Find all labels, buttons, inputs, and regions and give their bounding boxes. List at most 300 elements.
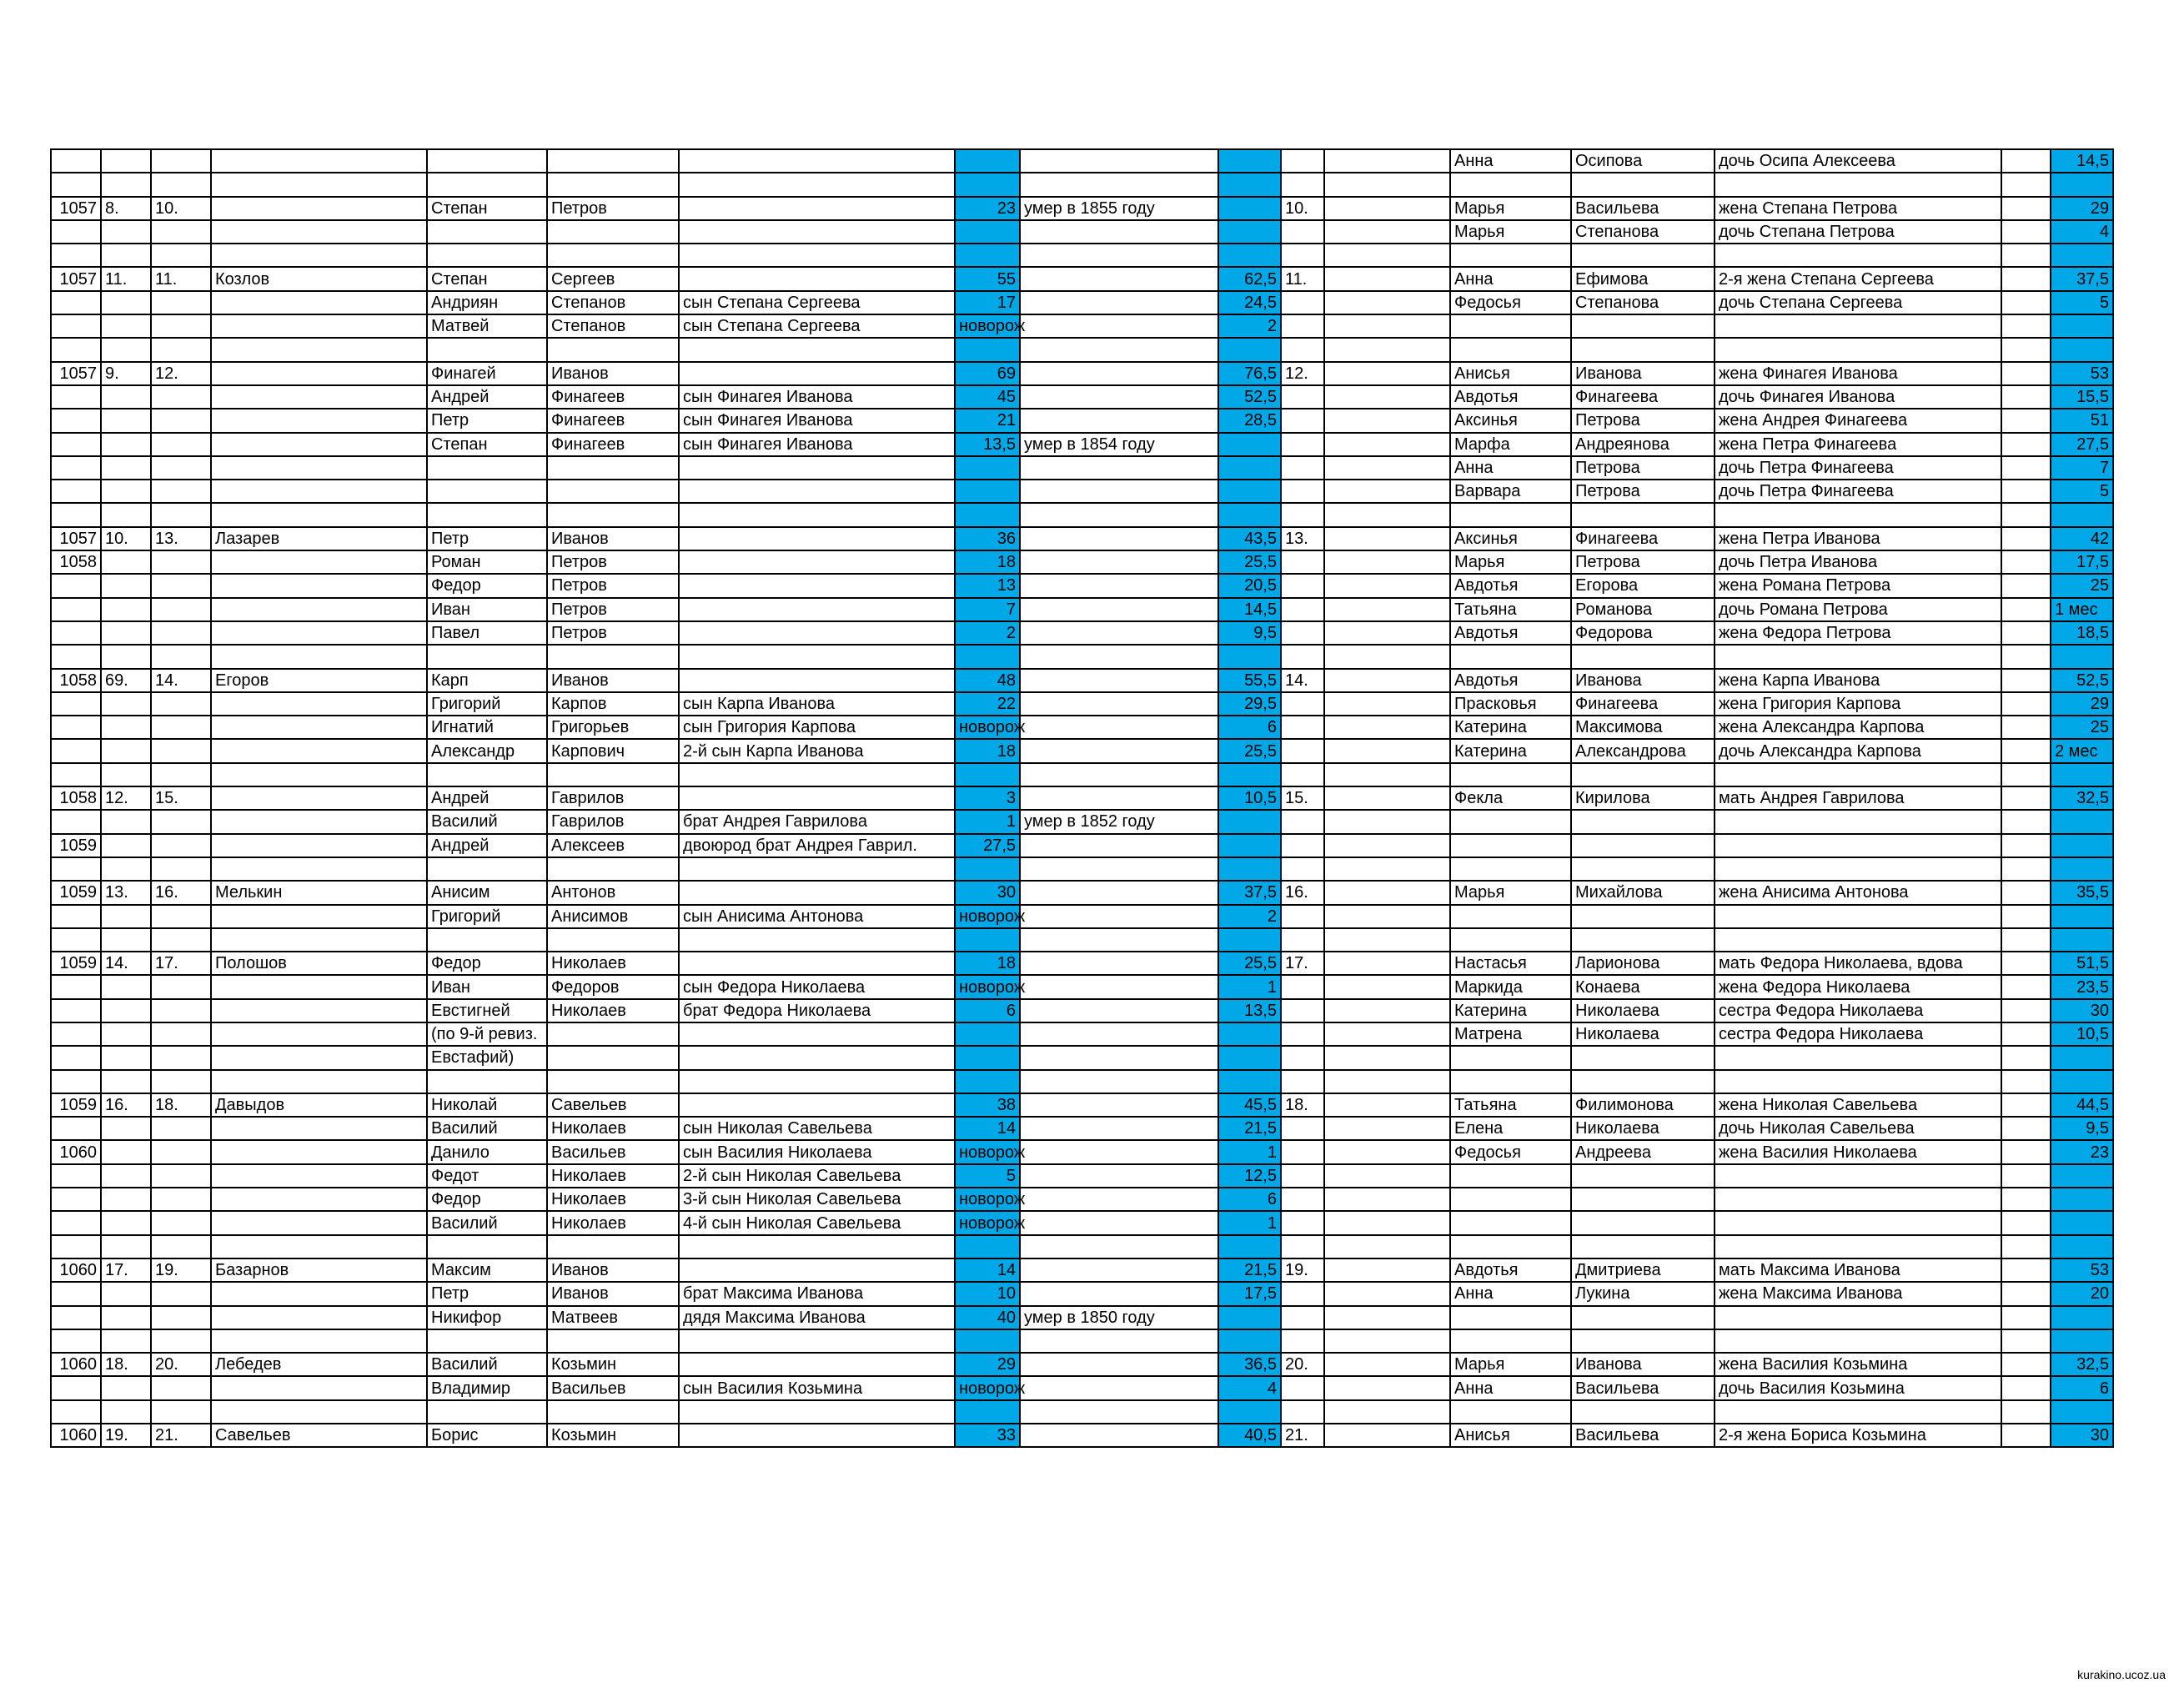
cell-age-1858 xyxy=(1218,834,1281,857)
cell-female-first-name: Марья xyxy=(1450,1353,1571,1376)
cell-age-1850: 69 xyxy=(955,362,1020,385)
cell-age-1850 xyxy=(955,244,1020,267)
table-row xyxy=(51,1188,2113,1211)
cell-spacer xyxy=(1324,433,1450,456)
cell-female-spacer xyxy=(2001,952,2051,975)
cell-relation: 2-й сын Карпа Иванова xyxy=(679,739,955,762)
cell-female-relation: жена Карпа Иванова xyxy=(1715,669,2001,692)
cell-spacer xyxy=(1324,810,1450,833)
cell-surname xyxy=(211,905,427,928)
cell-relation: сын Финагея Иванова xyxy=(679,409,955,432)
cell-spacer xyxy=(1324,362,1450,385)
cell-household-no xyxy=(151,692,211,716)
cell-female-patronymic: Федорова xyxy=(1571,621,1715,645)
cell-spacer xyxy=(1324,1258,1450,1282)
cell-female-spacer xyxy=(2001,244,2051,267)
cell-relation xyxy=(679,669,955,692)
cell-note xyxy=(1020,669,1218,692)
cell-relation xyxy=(679,1353,955,1376)
cell-female-spacer xyxy=(2001,338,2051,361)
cell-age-1850 xyxy=(955,1022,1020,1046)
cell-age-1858 xyxy=(1218,480,1281,503)
table-row xyxy=(51,621,2113,645)
cell-female-spacer xyxy=(2001,645,2051,668)
cell-age-1858: 36,5 xyxy=(1218,1353,1281,1376)
cell-female-first-name xyxy=(1450,1211,1571,1234)
cell-surname xyxy=(211,1400,427,1424)
cell-first-name xyxy=(427,1070,547,1093)
cell-household-no: 10. xyxy=(151,197,211,220)
cell-household-no: 14. xyxy=(151,669,211,692)
table-row xyxy=(51,1376,2113,1399)
cell-note xyxy=(1020,786,1218,810)
cell-female-age xyxy=(2051,857,2113,881)
cell-age-1850: 48 xyxy=(955,669,1020,692)
cell-list-no xyxy=(101,385,151,409)
cell-patronymic: Николаев xyxy=(547,1188,679,1211)
cell-female-spacer xyxy=(2001,716,2051,739)
cell-female-first-name xyxy=(1450,1164,1571,1188)
cell-age-1858: 10,5 xyxy=(1218,786,1281,810)
cell-patronymic: Иванов xyxy=(547,362,679,385)
cell-first-name: Данило xyxy=(427,1140,547,1163)
cell-female-household-no xyxy=(1281,1211,1324,1234)
cell-age-1850: новорож xyxy=(955,905,1020,928)
cell-female-household-no xyxy=(1281,810,1324,833)
cell-female-first-name xyxy=(1450,1188,1571,1211)
cell-spacer xyxy=(1324,598,1450,621)
cell-female-patronymic xyxy=(1571,338,1715,361)
cell-patronymic: Козьмин xyxy=(547,1424,679,1447)
cell-list-no xyxy=(101,928,151,952)
table-row xyxy=(51,1164,2113,1188)
cell-household-no xyxy=(151,1140,211,1163)
cell-female-household-no xyxy=(1281,550,1324,574)
cell-female-age: 7 xyxy=(2051,456,2113,480)
cell-relation: брат Андрея Гаврилова xyxy=(679,810,955,833)
cell-household-no xyxy=(151,598,211,621)
cell-age-1850 xyxy=(955,480,1020,503)
cell-relation xyxy=(679,763,955,786)
cell-list-no xyxy=(101,1164,151,1188)
cell-female-relation: жена Николая Савельева xyxy=(1715,1093,2001,1117)
cell-spacer xyxy=(1324,739,1450,762)
cell-age-1850: 30 xyxy=(955,881,1020,904)
cell-spacer xyxy=(1324,314,1450,338)
cell-female-patronymic: Андреянова xyxy=(1571,433,1715,456)
table-row xyxy=(51,220,2113,244)
cell-female-relation: жена Романа Петрова xyxy=(1715,574,2001,597)
cell-surname xyxy=(211,1211,427,1234)
cell-spacer xyxy=(1324,1117,1450,1140)
cell-list-no xyxy=(101,291,151,314)
cell-female-age: 5 xyxy=(2051,480,2113,503)
cell-first-name: Степан xyxy=(427,197,547,220)
cell-page-ref: 1058 xyxy=(51,786,101,810)
cell-page-ref xyxy=(51,975,101,998)
cell-female-age xyxy=(2051,763,2113,786)
cell-female-age xyxy=(2051,1188,2113,1211)
cell-note xyxy=(1020,338,1218,361)
cell-female-relation: дочь Романа Петрова xyxy=(1715,598,2001,621)
cell-female-relation: жена Анисима Антонова xyxy=(1715,881,2001,904)
cell-relation xyxy=(679,857,955,881)
cell-age-1858 xyxy=(1218,1046,1281,1069)
cell-note xyxy=(1020,267,1218,290)
cell-age-1858: 76,5 xyxy=(1218,362,1281,385)
cell-age-1858: 25,5 xyxy=(1218,952,1281,975)
cell-first-name: Василий xyxy=(427,810,547,833)
cell-spacer xyxy=(1324,220,1450,244)
cell-age-1850: 2 xyxy=(955,621,1020,645)
cell-household-no xyxy=(151,1306,211,1329)
cell-female-patronymic: Петрова xyxy=(1571,480,1715,503)
cell-female-relation xyxy=(1715,1235,2001,1258)
cell-female-spacer xyxy=(2001,433,2051,456)
cell-age-1850: 3 xyxy=(955,786,1020,810)
cell-first-name: Евстафий) xyxy=(427,1046,547,1069)
cell-female-household-no xyxy=(1281,456,1324,480)
cell-female-household-no xyxy=(1281,1306,1324,1329)
cell-female-patronymic: Петрова xyxy=(1571,409,1715,432)
cell-female-patronymic: Филимонова xyxy=(1571,1093,1715,1117)
cell-relation xyxy=(679,928,955,952)
cell-note xyxy=(1020,952,1218,975)
cell-page-ref xyxy=(51,1400,101,1424)
cell-note xyxy=(1020,362,1218,385)
table-row xyxy=(51,149,2113,173)
cell-female-spacer xyxy=(2001,1164,2051,1188)
cell-spacer xyxy=(1324,1211,1450,1234)
cell-note xyxy=(1020,598,1218,621)
cell-female-relation xyxy=(1715,1306,2001,1329)
table-row xyxy=(51,739,2113,762)
cell-female-patronymic: Степанова xyxy=(1571,220,1715,244)
cell-female-spacer xyxy=(2001,881,2051,904)
cell-household-no xyxy=(151,574,211,597)
cell-age-1858: 9,5 xyxy=(1218,621,1281,645)
cell-patronymic xyxy=(547,503,679,526)
cell-female-household-no xyxy=(1281,1070,1324,1093)
cell-relation: дядя Максима Иванова xyxy=(679,1306,955,1329)
table-row xyxy=(51,1282,2113,1305)
table-row xyxy=(51,314,2113,338)
cell-relation xyxy=(679,1329,955,1353)
cell-age-1858 xyxy=(1218,456,1281,480)
table-row xyxy=(51,669,2113,692)
table-row xyxy=(51,197,2113,220)
cell-list-no xyxy=(101,834,151,857)
cell-age-1850: 33 xyxy=(955,1424,1020,1447)
cell-page-ref: 1060 xyxy=(51,1424,101,1447)
cell-female-first-name: Анна xyxy=(1450,1282,1571,1305)
cell-surname: Мелькин xyxy=(211,881,427,904)
cell-patronymic: Иванов xyxy=(547,1258,679,1282)
cell-page-ref xyxy=(51,503,101,526)
cell-female-age xyxy=(2051,905,2113,928)
cell-relation xyxy=(679,527,955,550)
cell-first-name: Григорий xyxy=(427,692,547,716)
table-row xyxy=(51,550,2113,574)
cell-patronymic: Васильев xyxy=(547,1140,679,1163)
cell-female-spacer xyxy=(2001,810,2051,833)
cell-female-household-no xyxy=(1281,834,1324,857)
cell-surname: Савельев xyxy=(211,1424,427,1447)
table-row xyxy=(51,1070,2113,1093)
cell-surname xyxy=(211,456,427,480)
cell-female-patronymic: Николаева xyxy=(1571,1117,1715,1140)
cell-surname xyxy=(211,1235,427,1258)
table-row xyxy=(51,385,2113,409)
cell-relation xyxy=(679,362,955,385)
cell-page-ref xyxy=(51,433,101,456)
cell-household-no xyxy=(151,503,211,526)
cell-surname: Давыдов xyxy=(211,1093,427,1117)
cell-female-household-no xyxy=(1281,574,1324,597)
cell-age-1850: новорож xyxy=(955,1376,1020,1399)
cell-note xyxy=(1020,1376,1218,1399)
cell-female-spacer xyxy=(2001,362,2051,385)
cell-female-spacer xyxy=(2001,1188,2051,1211)
cell-household-no xyxy=(151,739,211,762)
cell-patronymic: Григорьев xyxy=(547,716,679,739)
cell-spacer xyxy=(1324,999,1450,1022)
cell-surname xyxy=(211,1282,427,1305)
cell-household-no xyxy=(151,928,211,952)
cell-list-no xyxy=(101,338,151,361)
cell-age-1858 xyxy=(1218,173,1281,196)
cell-age-1850: 27,5 xyxy=(955,834,1020,857)
cell-note xyxy=(1020,503,1218,526)
cell-age-1850: новорож xyxy=(955,314,1020,338)
cell-female-patronymic: Андреева xyxy=(1571,1140,1715,1163)
cell-list-no xyxy=(101,1188,151,1211)
cell-household-no xyxy=(151,716,211,739)
cell-female-relation xyxy=(1715,1188,2001,1211)
cell-relation xyxy=(679,338,955,361)
cell-female-household-no xyxy=(1281,905,1324,928)
cell-female-patronymic xyxy=(1571,503,1715,526)
cell-female-relation: дочь Осипа Алексеева xyxy=(1715,149,2001,173)
cell-age-1858: 55,5 xyxy=(1218,669,1281,692)
cell-female-household-no: 13. xyxy=(1281,527,1324,550)
cell-female-first-name: Елена xyxy=(1450,1117,1571,1140)
cell-household-no xyxy=(151,1022,211,1046)
cell-female-household-no: 17. xyxy=(1281,952,1324,975)
cell-female-household-no xyxy=(1281,975,1324,998)
cell-list-no xyxy=(101,149,151,173)
cell-surname xyxy=(211,385,427,409)
cell-female-patronymic: Иванова xyxy=(1571,362,1715,385)
cell-female-household-no xyxy=(1281,1235,1324,1258)
cell-surname xyxy=(211,786,427,810)
cell-list-no xyxy=(101,503,151,526)
cell-female-relation: жена Максима Иванова xyxy=(1715,1282,2001,1305)
cell-age-1850 xyxy=(955,1070,1020,1093)
cell-patronymic: Петров xyxy=(547,598,679,621)
cell-spacer xyxy=(1324,1282,1450,1305)
cell-relation: сын Василия Николаева xyxy=(679,1140,955,1163)
cell-female-age: 23,5 xyxy=(2051,975,2113,998)
cell-female-relation xyxy=(1715,1400,2001,1424)
cell-page-ref xyxy=(51,999,101,1022)
cell-note xyxy=(1020,1046,1218,1069)
cell-female-first-name: Авдотья xyxy=(1450,385,1571,409)
cell-note xyxy=(1020,314,1218,338)
table-row xyxy=(51,952,2113,975)
cell-household-no xyxy=(151,1235,211,1258)
cell-female-first-name xyxy=(1450,1400,1571,1424)
cell-note xyxy=(1020,881,1218,904)
cell-female-relation: жена Финагея Иванова xyxy=(1715,362,2001,385)
cell-female-household-no: 18. xyxy=(1281,1093,1324,1117)
cell-patronymic xyxy=(547,645,679,668)
cell-female-spacer xyxy=(2001,409,2051,432)
cell-relation xyxy=(679,197,955,220)
cell-patronymic xyxy=(547,149,679,173)
cell-surname xyxy=(211,1376,427,1399)
cell-spacer xyxy=(1324,291,1450,314)
cell-female-age xyxy=(2051,1046,2113,1069)
cell-female-first-name: Федосья xyxy=(1450,291,1571,314)
cell-age-1858 xyxy=(1218,244,1281,267)
cell-female-household-no xyxy=(1281,857,1324,881)
cell-patronymic: Савельев xyxy=(547,1093,679,1117)
cell-surname xyxy=(211,975,427,998)
cell-patronymic xyxy=(547,857,679,881)
cell-note xyxy=(1020,763,1218,786)
cell-female-relation xyxy=(1715,1046,2001,1069)
cell-first-name xyxy=(427,338,547,361)
cell-female-patronymic: Ефимова xyxy=(1571,267,1715,290)
cell-list-no xyxy=(101,810,151,833)
cell-female-first-name: Катерина xyxy=(1450,999,1571,1022)
cell-female-patronymic: Михайлова xyxy=(1571,881,1715,904)
cell-female-household-no xyxy=(1281,645,1324,668)
cell-female-relation: дочь Александра Карпова xyxy=(1715,739,2001,762)
cell-age-1850 xyxy=(955,1400,1020,1424)
cell-female-age xyxy=(2051,1070,2113,1093)
cell-relation xyxy=(679,786,955,810)
cell-female-household-no xyxy=(1281,338,1324,361)
cell-age-1850: 22 xyxy=(955,692,1020,716)
cell-age-1858: 40,5 xyxy=(1218,1424,1281,1447)
cell-page-ref xyxy=(51,1282,101,1305)
cell-spacer xyxy=(1324,267,1450,290)
table-row xyxy=(51,881,2113,904)
cell-list-no: 8. xyxy=(101,197,151,220)
cell-age-1850: новорож xyxy=(955,975,1020,998)
cell-age-1850: 55 xyxy=(955,267,1020,290)
cell-patronymic: Петров xyxy=(547,574,679,597)
cell-household-no xyxy=(151,763,211,786)
cell-female-patronymic xyxy=(1571,1235,1715,1258)
cell-female-spacer xyxy=(2001,1258,2051,1282)
cell-female-age: 42 xyxy=(2051,527,2113,550)
cell-household-no xyxy=(151,975,211,998)
cell-patronymic: Петров xyxy=(547,550,679,574)
cell-list-no xyxy=(101,1306,151,1329)
cell-surname xyxy=(211,1022,427,1046)
cell-relation xyxy=(679,550,955,574)
cell-page-ref xyxy=(51,173,101,196)
cell-note xyxy=(1020,621,1218,645)
cell-female-household-no: 12. xyxy=(1281,362,1324,385)
table-row xyxy=(51,1400,2113,1424)
cell-relation xyxy=(679,480,955,503)
table-row xyxy=(51,1117,2113,1140)
cell-relation xyxy=(679,1235,955,1258)
cell-age-1850 xyxy=(955,1046,1020,1069)
cell-age-1858: 43,5 xyxy=(1218,527,1281,550)
cell-surname xyxy=(211,197,427,220)
cell-surname xyxy=(211,503,427,526)
cell-household-no xyxy=(151,1117,211,1140)
cell-page-ref xyxy=(51,385,101,409)
cell-female-first-name: Татьяна xyxy=(1450,1093,1571,1117)
cell-relation: сын Василия Козьмина xyxy=(679,1376,955,1399)
cell-female-household-no xyxy=(1281,716,1324,739)
cell-female-age xyxy=(2051,1235,2113,1258)
cell-female-relation: жена Григория Карпова xyxy=(1715,692,2001,716)
table-row xyxy=(51,928,2113,952)
cell-surname xyxy=(211,409,427,432)
cell-female-first-name xyxy=(1450,314,1571,338)
cell-surname xyxy=(211,1188,427,1211)
cell-female-age xyxy=(2051,1329,2113,1353)
cell-female-patronymic: Васильева xyxy=(1571,1424,1715,1447)
cell-first-name: Степан xyxy=(427,267,547,290)
cell-female-spacer xyxy=(2001,975,2051,998)
cell-note xyxy=(1020,1424,1218,1447)
cell-age-1850: 1 xyxy=(955,810,1020,833)
cell-female-patronymic: Максимова xyxy=(1571,716,1715,739)
cell-household-no xyxy=(151,173,211,196)
cell-female-first-name xyxy=(1450,928,1571,952)
cell-female-first-name: Марья xyxy=(1450,220,1571,244)
cell-list-no xyxy=(101,975,151,998)
cell-patronymic: Козьмин xyxy=(547,1353,679,1376)
cell-age-1850: 23 xyxy=(955,197,1020,220)
cell-list-no xyxy=(101,1211,151,1234)
cell-first-name xyxy=(427,1400,547,1424)
table-row xyxy=(51,1306,2113,1329)
cell-age-1850: 29 xyxy=(955,1353,1020,1376)
cell-female-relation xyxy=(1715,1070,2001,1093)
cell-female-spacer xyxy=(2001,999,2051,1022)
cell-female-patronymic xyxy=(1571,645,1715,668)
cell-spacer xyxy=(1324,1188,1450,1211)
cell-patronymic: Карпов xyxy=(547,692,679,716)
cell-spacer xyxy=(1324,456,1450,480)
cell-first-name xyxy=(427,763,547,786)
cell-age-1850 xyxy=(955,149,1020,173)
cell-female-spacer xyxy=(2001,905,2051,928)
cell-female-relation: жена Василия Николаева xyxy=(1715,1140,2001,1163)
cell-spacer xyxy=(1324,503,1450,526)
cell-patronymic: Финагеев xyxy=(547,409,679,432)
cell-household-no xyxy=(151,1400,211,1424)
cell-note xyxy=(1020,409,1218,432)
cell-age-1850: 14 xyxy=(955,1117,1020,1140)
cell-patronymic: Анисимов xyxy=(547,905,679,928)
cell-age-1850: 18 xyxy=(955,739,1020,762)
table-row xyxy=(51,1211,2113,1234)
cell-first-name: Николай xyxy=(427,1093,547,1117)
table-row xyxy=(51,834,2113,857)
cell-relation xyxy=(679,1258,955,1282)
cell-spacer xyxy=(1324,527,1450,550)
